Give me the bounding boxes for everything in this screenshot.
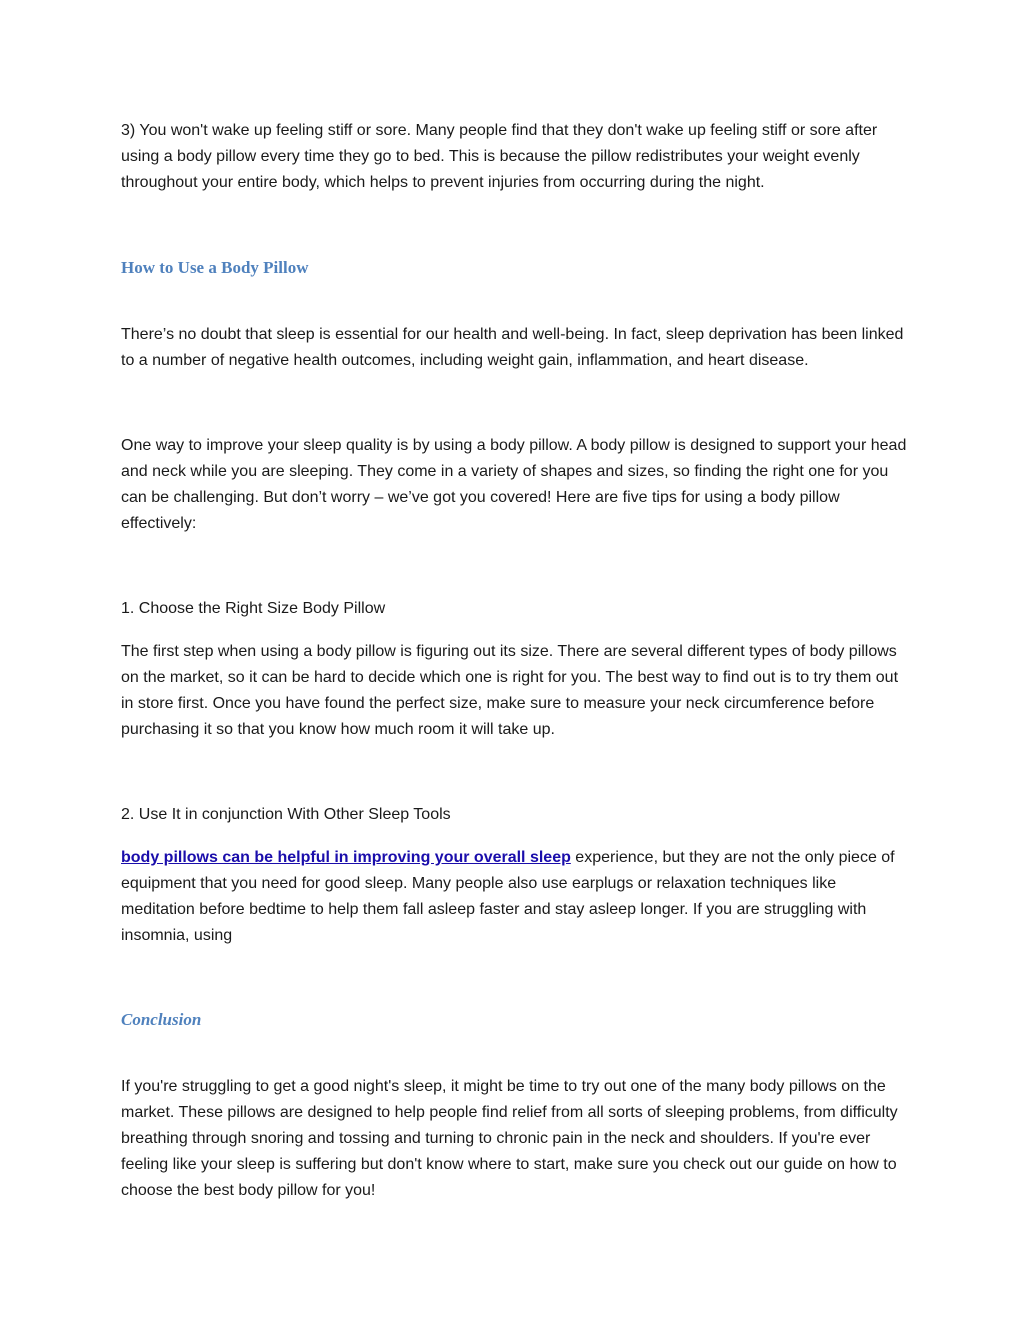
paragraph-improve-sleep: One way to improve your sleep quality is by using a body pillow. A body pillow is designed to support your head and neck while you are sleeping. They come in a variety of shapes and sizes, so finding the right one for you can be challenging. But don’t worry – we’ve got you covered! Here are five tips for using a body pillow effectively: [121, 437, 907, 532]
subheading-tip-2: 2. Use It in conjunction With Other Sleep Tools [121, 806, 451, 823]
subheading-tip-1: 1. Choose the Right Size Body Pillow [121, 600, 386, 617]
heading-how-to-use: How to Use a Body Pillow [121, 258, 309, 277]
paragraph-sleep-essential: There’s no doubt that sleep is essential for our health and well-being. In fact, sleep deprivation has been linked to a number of negative health outcomes, including weight gain, inflammation, and heart disease. [121, 326, 904, 369]
heading-conclusion: Conclusion [121, 1010, 202, 1029]
paragraph-choose-size: The first step when using a body pillow is figuring out its size. There are several different types of body pillows on the market, so it can be hard to decide which one is right for you. The best way to find out is to try them out in store first. Once you have found the perfect size, make sure to measure your neck circumference before purchasing it so that you know how much room it will take up. [121, 643, 899, 738]
paragraph-benefit-3: 3) You won't wake up feeling stiff or sore. Many people find that they don't wake up feeling stiff or sore after using a body pillow every time they go to bed. This is because the pillow redistributes your weight evenly throughout your entire body, which helps to prevent injuries from occurring during the night. [121, 122, 878, 191]
paragraph-conclusion: If you're struggling to get a good night's sleep, it might be time to try out one of the many body pillows on the market. These pillows are designed to help people find relief from all sorts of sleeping problems, from difficulty breathing through snoring and tossing and turning to chronic pain in the neck and shoulders. If you're ever feeling like your sleep is suffering but don't know where to start, make sure you check out our guide on how to choose the best body pillow for you! [121, 1078, 898, 1199]
body-pillows-link[interactable]: body pillows can be helpful in improving your overall sleep [121, 849, 571, 866]
paragraph-sleep-tools-text: experience, but they are not the only piece of equipment that you need for good sleep. Many people also use earplugs or relaxation techniques like meditation before bedtime to help them fall asleep faster and stay asleep longer. If you are struggling with insomnia, using [121, 849, 895, 944]
paragraph-sleep-tools [121, 845, 911, 949]
